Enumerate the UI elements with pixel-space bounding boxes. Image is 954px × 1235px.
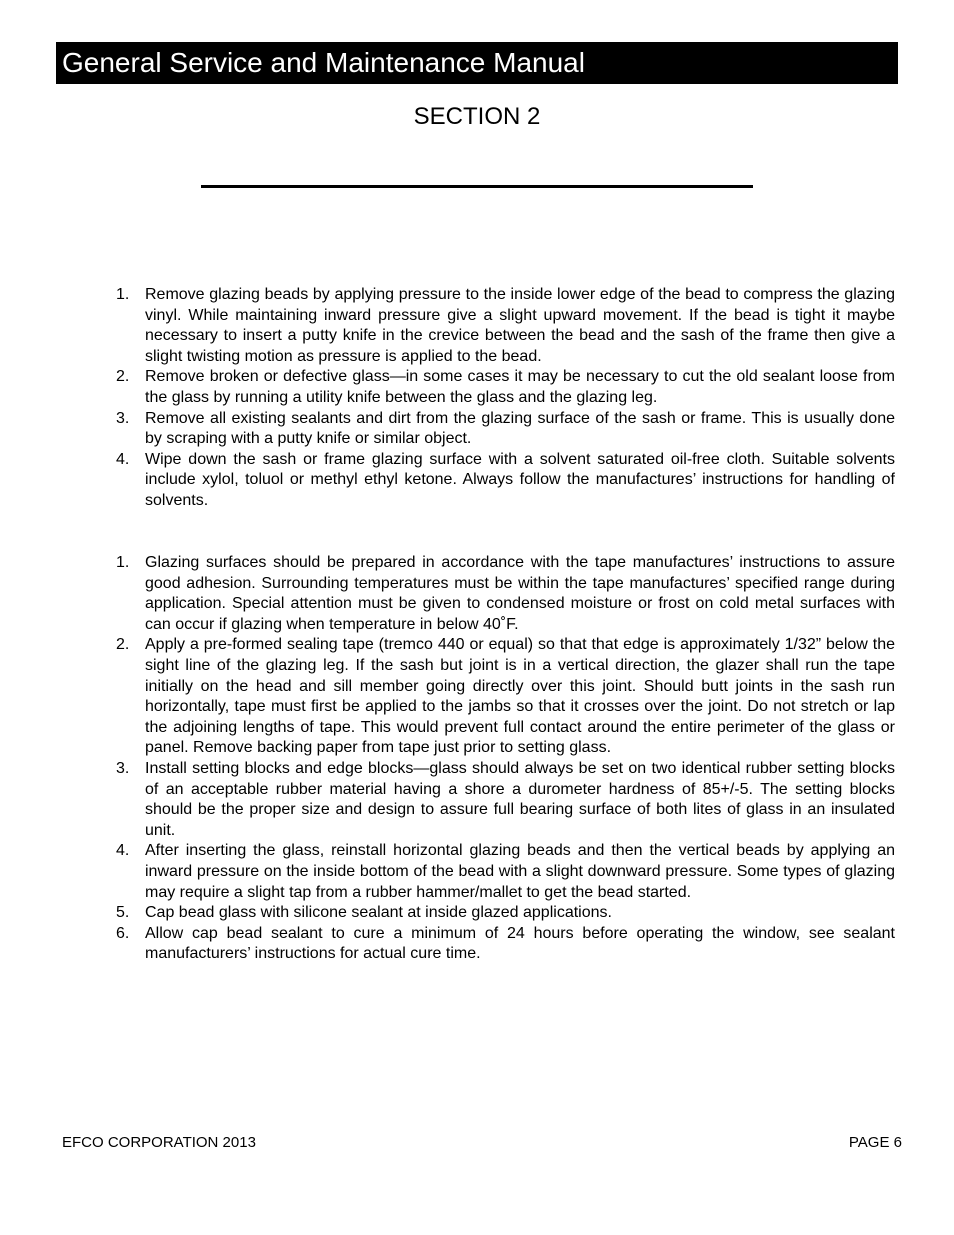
list-item (95, 409, 895, 450)
section-divider (201, 185, 753, 188)
list-item-number: 1. (116, 286, 130, 303)
glazing-steps-list (95, 553, 895, 965)
list-item-number: 4. (116, 450, 130, 468)
list-item-text: Glazing surfaces should be prepared in accordance with the tape manufactures’ instructions to assure good adhesion. Surrounding temperatures must be within the tape manufactures’ specified range during application. Special attention must be given to condensed moisture or frost on cold metal surfaces with can occur if glazing when temperature in below 40˚F. (145, 554, 895, 633)
list-item (95, 635, 895, 759)
removal-steps-list (95, 285, 895, 512)
list-item-text: Install setting blocks and edge blocks—glass should always be set on two identical rubber setting blocks of an acceptable rubber material having a shore a durometer hardness of 85+/-5. The setting blocks should be the proper size and design to assure full bearing surface of both lites of glass in an insulated unit. (145, 759, 895, 839)
list-item (95, 450, 895, 512)
list-item-number: 3. (116, 759, 130, 777)
list-item-text: Remove broken or defective glass—in some cases it may be necessary to cut the old sealant loose from the glass by running a utility knife between the glass and the glazing leg. (145, 368, 895, 406)
list-item (95, 759, 895, 841)
list-item-number: 4. (116, 842, 130, 860)
list-item-text: Allow cap bead sealant to cure a minimum of 24 hours before operating the window, see sealant manufacturers’ instructions for actual cure time. (145, 924, 895, 963)
document-title: General Service and Maintenance Manual (62, 47, 585, 78)
list-item-number: 6. (116, 924, 130, 942)
list-item-text: After inserting the glass, reinstall horizontal glazing beads and then the vertical beads by applying an inward pressure on the inside bottom of the bead with a slight downward pressure. Some types of glazing may require a slight tap from a rubber hammer/mallet to get the bead started. (145, 842, 895, 901)
list-item-text: Remove all existing sealants and dirt from the glazing surface of the sash or frame. This is usually done by scraping with a putty knife or similar object. (145, 409, 895, 448)
list-item-number: 3. (116, 409, 130, 427)
list-item-number: 1. (116, 554, 130, 571)
list-item-number: 2. (116, 368, 130, 386)
header-bar (56, 42, 898, 84)
list-item-number: 2. (116, 636, 130, 654)
section-title: SECTION 2 (413, 103, 541, 130)
list-item-text: Remove glazing beads by applying pressure to the inside lower edge of the bead to compress the glazing vinyl. While maintaining inward pressure give a slight upward movement. If the bead is tight it maybe necessary to insert a putty knife in the crevice between the bead and the sash of the frame then give a slight twisting motion as pressure is applied to the bead. (145, 286, 895, 365)
list-item (95, 924, 895, 965)
list-item (95, 553, 895, 635)
list-item-text: Wipe down the sash or frame glazing surface with a solvent saturated oil-free cloth. Suitable solvents include xylol, toluol or methyl ethyl ketone. Always follow the manufactures’ instructions for handling of solvents. (145, 450, 895, 509)
list-item (95, 367, 895, 408)
list-item-text: Cap bead glass with silicone sealant at inside glazed applications. (145, 904, 612, 922)
footer-copyright: EFCO CORPORATION 2013 (62, 1134, 256, 1151)
list-item (95, 285, 895, 367)
list-item (95, 841, 895, 903)
list-item-text: Apply a pre-formed sealing tape (tremco 440 or equal) so that that edge is approximately 1/32” below the sight line of the glazing leg. If the sash but joint is in a vertical direction, the glazer shall run the tape initially on the head and sill member going directly over this joint. Should butt joints in the sash run horizontally, tape must first be applied to the jambs so that it crosses over the joint. Do not stretch or lap the adjoining lengths of tape. This would prevent full contact around the entire perimeter of the glass or panel. Remove backing paper from tape just prior to setting glass. (145, 636, 895, 757)
footer-page-number: PAGE 6 (848, 1134, 902, 1151)
list-item-number: 5. (116, 904, 130, 922)
list-item (95, 903, 895, 924)
